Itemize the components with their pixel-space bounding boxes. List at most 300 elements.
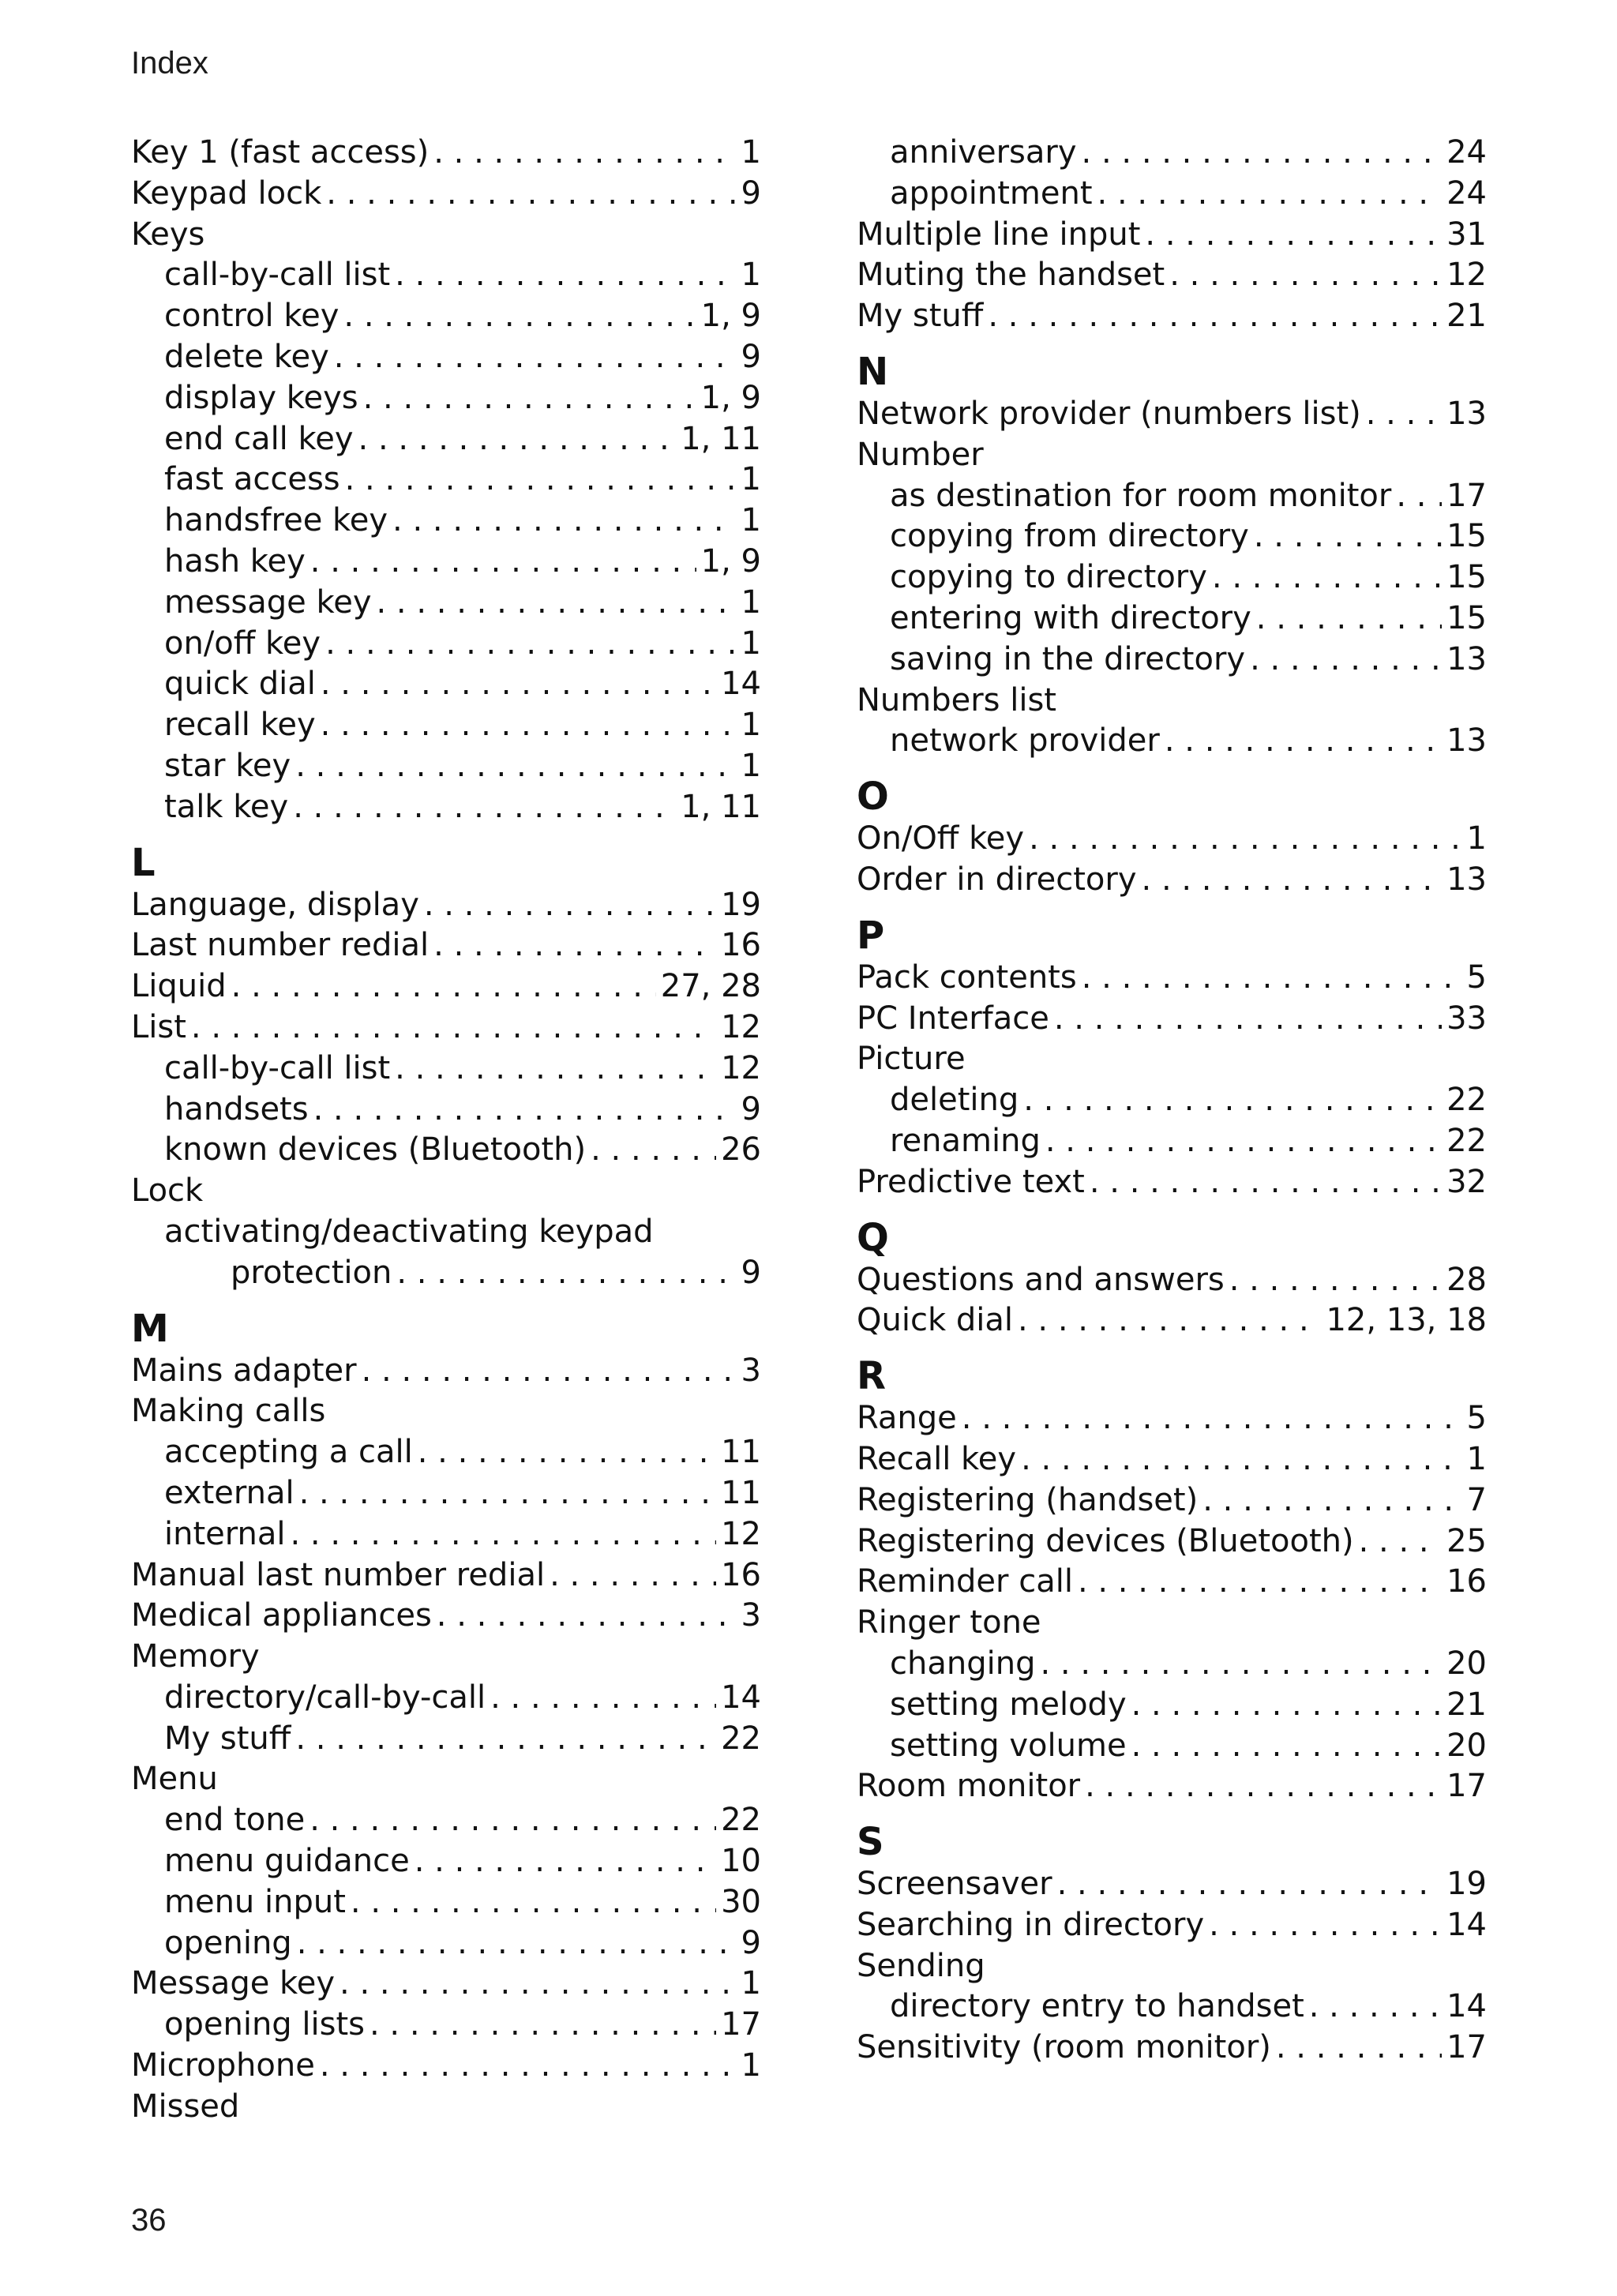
page-reference: 1 bbox=[1466, 820, 1487, 857]
page-reference: 12 bbox=[721, 1515, 761, 1552]
page-reference: 1, 9 bbox=[700, 379, 761, 416]
index-entry bbox=[857, 819, 1487, 860]
index-entry bbox=[131, 133, 761, 174]
page-reference: 15 bbox=[1446, 518, 1487, 555]
index-subentry bbox=[131, 1212, 761, 1253]
index-subentry bbox=[131, 1514, 761, 1555]
index-term: end tone bbox=[164, 1802, 306, 1839]
index-term: Sensitivity (room monitor) bbox=[857, 2029, 1271, 2066]
index-subentry bbox=[131, 1678, 761, 1719]
index-subentry bbox=[131, 1090, 761, 1131]
dot-leader bbox=[321, 664, 716, 705]
page-reference: 14 bbox=[721, 1679, 761, 1716]
page-reference: 25 bbox=[1446, 1522, 1487, 1559]
index-entry bbox=[131, 1391, 761, 1432]
index-entry bbox=[857, 1603, 1487, 1644]
page-reference: 1 bbox=[741, 461, 761, 498]
dot-leader bbox=[396, 1253, 736, 1294]
index-entry bbox=[857, 1905, 1487, 1946]
section-letter: P bbox=[857, 913, 885, 958]
index-term: directory entry to handset bbox=[890, 1988, 1304, 2025]
index-term: call-by-call list bbox=[164, 1049, 391, 1086]
index-subentry bbox=[131, 296, 761, 337]
index-entry bbox=[131, 2087, 761, 2128]
index-term: Room monitor bbox=[857, 1768, 1081, 1805]
index-subentry bbox=[131, 624, 761, 665]
index-term: Muting the handset bbox=[857, 257, 1165, 294]
page-reference: 13 bbox=[1446, 722, 1487, 760]
index-subentry bbox=[857, 133, 1487, 174]
page-reference: 1, 9 bbox=[700, 298, 761, 335]
index-entry bbox=[857, 435, 1487, 476]
index-entry bbox=[857, 1864, 1487, 1905]
index-entry bbox=[857, 1521, 1487, 1563]
index-term: deleting bbox=[890, 1082, 1019, 1119]
index-term: Menu bbox=[131, 1761, 218, 1798]
index-subentry bbox=[131, 787, 761, 828]
index-subentry bbox=[857, 476, 1487, 517]
index-subentry bbox=[857, 721, 1487, 762]
index-entry bbox=[131, 925, 761, 966]
dot-leader bbox=[310, 542, 696, 583]
dot-leader bbox=[1309, 1986, 1442, 2028]
index-subentry bbox=[857, 640, 1487, 681]
index-entry bbox=[131, 1964, 761, 2005]
page-reference: 1 bbox=[741, 583, 761, 621]
index-subentry bbox=[857, 1121, 1487, 1162]
page-reference: 1 bbox=[1466, 1440, 1487, 1477]
index-term: PC Interface bbox=[857, 1000, 1049, 1037]
dot-leader bbox=[362, 1351, 737, 1392]
index-column-right bbox=[857, 133, 1487, 2069]
index-subentry bbox=[857, 174, 1487, 215]
index-subentry bbox=[857, 598, 1487, 640]
index-term: quick dial bbox=[164, 666, 316, 703]
page-reference: 1 bbox=[741, 1965, 761, 2002]
dot-leader bbox=[1040, 1644, 1442, 1685]
dot-leader bbox=[231, 966, 656, 1007]
dot-leader bbox=[550, 1555, 716, 1596]
index-term: renaming bbox=[890, 1122, 1041, 1159]
index-term: My stuff bbox=[164, 1720, 291, 1757]
index-entry bbox=[857, 1039, 1487, 1080]
page-reference: 14 bbox=[721, 666, 761, 703]
index-term: entering with directory bbox=[890, 599, 1251, 636]
index-subentry bbox=[131, 1882, 761, 1923]
index-term: known devices (Bluetooth) bbox=[164, 1131, 587, 1169]
index-subentry bbox=[857, 557, 1487, 598]
dot-leader bbox=[395, 255, 736, 296]
page-reference: 1 bbox=[741, 747, 761, 784]
section-letter: Q bbox=[857, 1215, 889, 1260]
index-term: Predictive text bbox=[857, 1163, 1085, 1200]
dot-leader bbox=[1359, 1521, 1443, 1563]
dot-leader bbox=[293, 787, 676, 828]
page-reference: 13 bbox=[1446, 640, 1487, 677]
page-reference: 1 bbox=[741, 502, 761, 539]
index-term: Making calls bbox=[131, 1393, 326, 1430]
index-subentry bbox=[131, 1841, 761, 1882]
page-reference: 22 bbox=[1446, 1082, 1487, 1119]
index-term: Pack contents bbox=[857, 959, 1077, 996]
index-term: internal bbox=[164, 1515, 286, 1552]
index-subentry bbox=[131, 1253, 761, 1294]
index-term: Reminder call bbox=[857, 1563, 1073, 1600]
index-entry bbox=[131, 966, 761, 1007]
index-entry bbox=[857, 958, 1487, 999]
index-term: Keypad lock bbox=[131, 174, 322, 212]
page-reference: 3 bbox=[741, 1597, 761, 1634]
index-term: Liquid bbox=[131, 968, 227, 1005]
page-reference: 13 bbox=[1446, 861, 1487, 898]
index-subentry bbox=[131, 1049, 761, 1090]
dot-leader bbox=[1165, 721, 1442, 762]
index-subentry bbox=[131, 542, 761, 583]
index-entry bbox=[857, 860, 1487, 901]
index-term: Numbers list bbox=[857, 681, 1056, 718]
page-reference: 21 bbox=[1446, 1686, 1487, 1723]
index-entry bbox=[857, 1480, 1487, 1521]
index-term: network provider bbox=[890, 722, 1160, 760]
page-reference: 9 bbox=[741, 1090, 761, 1127]
index-term: message key bbox=[164, 583, 372, 621]
index-entry bbox=[857, 1439, 1487, 1480]
dot-leader bbox=[1250, 640, 1442, 681]
dot-leader bbox=[345, 460, 737, 501]
index-term: Recall key bbox=[857, 1440, 1017, 1477]
index-subentry bbox=[131, 1130, 761, 1171]
dot-leader bbox=[490, 1678, 716, 1719]
page-reference: 1, 11 bbox=[681, 788, 761, 825]
dot-leader bbox=[1029, 819, 1461, 860]
dot-leader bbox=[418, 1432, 716, 1473]
index-entry bbox=[857, 1260, 1487, 1301]
index-entry bbox=[857, 296, 1487, 337]
index-subentry bbox=[131, 337, 761, 378]
index-term: Keys bbox=[131, 216, 205, 253]
index-term: My stuff bbox=[857, 298, 984, 335]
page-reference: 17 bbox=[721, 2006, 761, 2043]
index-term: Microphone bbox=[131, 2047, 315, 2084]
index-subentry bbox=[131, 255, 761, 296]
index-term: Manual last number redial bbox=[131, 1556, 546, 1593]
index-term: Ringer tone bbox=[857, 1604, 1041, 1641]
page-reference: 24 bbox=[1446, 134, 1487, 171]
index-term: Key 1 (fast access) bbox=[131, 134, 430, 171]
dot-leader bbox=[1254, 516, 1442, 557]
page-reference: 24 bbox=[1446, 174, 1487, 212]
index-term: hash key bbox=[164, 542, 306, 580]
index-term: Range bbox=[857, 1400, 957, 1437]
page-reference: 14 bbox=[1446, 1988, 1487, 2025]
dot-leader bbox=[1054, 999, 1442, 1040]
index-entry bbox=[857, 1162, 1487, 1203]
index-term: control key bbox=[164, 298, 340, 335]
index-subentry bbox=[131, 419, 761, 460]
dot-leader bbox=[424, 885, 716, 926]
page-reference: 5 bbox=[1466, 1400, 1487, 1437]
page-number: 36 bbox=[131, 2203, 167, 2238]
page-reference: 9 bbox=[741, 1924, 761, 1961]
page-reference: 27, 28 bbox=[660, 968, 761, 1005]
index-entry bbox=[131, 215, 761, 256]
index-subentry bbox=[857, 1685, 1487, 1726]
index-term: star key bbox=[164, 747, 291, 784]
dot-leader bbox=[1082, 133, 1443, 174]
dot-leader bbox=[351, 1882, 716, 1923]
index-term: Questions and answers bbox=[857, 1261, 1225, 1298]
index-subentry bbox=[131, 501, 761, 542]
dot-leader bbox=[1045, 1121, 1442, 1162]
page-reference: 31 bbox=[1446, 216, 1487, 253]
page-reference: 11 bbox=[721, 1434, 761, 1471]
section-letter: N bbox=[857, 349, 889, 394]
index-entry bbox=[857, 1300, 1487, 1341]
page-reference: 1 bbox=[741, 134, 761, 171]
index-term: opening lists bbox=[164, 2006, 365, 2043]
page-reference: 28 bbox=[1446, 1261, 1487, 1298]
page-reference: 22 bbox=[721, 1802, 761, 1839]
index-subentry bbox=[131, 705, 761, 746]
index-entry bbox=[131, 174, 761, 215]
index-term: Network provider (numbers list) bbox=[857, 395, 1361, 432]
index-subentry bbox=[131, 1473, 761, 1514]
index-term: handsfree key bbox=[164, 502, 388, 539]
index-entry bbox=[857, 999, 1487, 1040]
section-letter: R bbox=[857, 1354, 886, 1399]
index-subentry bbox=[131, 2005, 761, 2046]
index-term: Lock bbox=[131, 1172, 204, 1210]
page-reference: 7 bbox=[1466, 1481, 1487, 1518]
dot-leader bbox=[1276, 2028, 1442, 2069]
dot-leader bbox=[295, 1719, 716, 1760]
index-term: Last number redial bbox=[131, 927, 430, 964]
dot-leader bbox=[437, 1596, 737, 1637]
dot-leader bbox=[1145, 215, 1442, 256]
dot-leader bbox=[988, 296, 1442, 337]
index-entry bbox=[131, 1555, 761, 1596]
index-subentry bbox=[131, 460, 761, 501]
index-term: Registering devices (Bluetooth) bbox=[857, 1522, 1354, 1559]
index-term: List bbox=[131, 1008, 186, 1045]
index-term: as destination for room monitor bbox=[890, 477, 1392, 514]
dot-leader bbox=[1085, 1766, 1442, 1807]
index-term: fast access bbox=[164, 461, 340, 498]
dot-leader bbox=[392, 501, 737, 542]
index-entry bbox=[131, 1007, 761, 1049]
index-term: Searching in directory bbox=[857, 1906, 1205, 1943]
index-term: Picture bbox=[857, 1041, 966, 1078]
dot-leader bbox=[299, 1473, 717, 1514]
page-reference: 19 bbox=[721, 886, 761, 923]
dot-leader bbox=[297, 1923, 737, 1964]
page-reference: 17 bbox=[1446, 2029, 1487, 2066]
dot-leader bbox=[1097, 174, 1443, 215]
page-reference: 16 bbox=[1446, 1563, 1487, 1600]
page-reference: 12 bbox=[721, 1008, 761, 1045]
index-entry bbox=[131, 1171, 761, 1212]
index-term: Screensaver bbox=[857, 1866, 1052, 1903]
dot-leader bbox=[340, 1964, 737, 2005]
index-subentry bbox=[131, 1923, 761, 1964]
index-term: Multiple line input bbox=[857, 216, 1141, 253]
index-entry bbox=[857, 1562, 1487, 1603]
index-column-left bbox=[131, 133, 761, 2128]
page-reference: 9 bbox=[741, 338, 761, 375]
dot-leader bbox=[1131, 1726, 1443, 1767]
page-reference: 10 bbox=[721, 1843, 761, 1880]
index-subentry bbox=[857, 1080, 1487, 1121]
page-header: Index bbox=[131, 46, 208, 81]
dot-leader bbox=[433, 133, 736, 174]
index-entry bbox=[131, 885, 761, 926]
index-term: Memory bbox=[131, 1638, 260, 1675]
index-entry bbox=[131, 1596, 761, 1637]
index-term: Order in directory bbox=[857, 861, 1137, 898]
index-term: Registering (handset) bbox=[857, 1481, 1199, 1518]
dot-leader bbox=[310, 1800, 716, 1841]
index-entry bbox=[857, 1946, 1487, 1987]
page-reference: 12 bbox=[1446, 257, 1487, 294]
dot-leader bbox=[1082, 958, 1462, 999]
page-reference: 19 bbox=[1446, 1866, 1487, 1903]
index-entry bbox=[857, 394, 1487, 435]
dot-leader bbox=[1021, 1439, 1461, 1480]
dot-leader bbox=[326, 174, 736, 215]
dot-leader bbox=[1396, 476, 1442, 517]
index-term: accepting a call bbox=[164, 1434, 413, 1471]
index-term: saving in the directory bbox=[890, 640, 1246, 677]
index-term: appointment bbox=[890, 174, 1093, 212]
index-subentry bbox=[131, 1719, 761, 1760]
index-term: setting melody bbox=[890, 1686, 1127, 1723]
dot-leader bbox=[1057, 1864, 1442, 1905]
section-letter: L bbox=[131, 840, 156, 885]
page-reference: 32 bbox=[1446, 1163, 1487, 1200]
index-term: changing bbox=[890, 1645, 1036, 1682]
page-reference: 12 bbox=[721, 1049, 761, 1086]
dot-leader bbox=[1366, 394, 1442, 435]
index-subentry bbox=[131, 1432, 761, 1473]
page-reference: 9 bbox=[741, 1254, 761, 1291]
index-term: directory/call-by-call bbox=[164, 1679, 486, 1716]
page-reference: 1 bbox=[741, 257, 761, 294]
dot-leader bbox=[370, 2005, 716, 2046]
index-subentry bbox=[857, 1644, 1487, 1685]
index-term: Mains adapter bbox=[131, 1352, 357, 1389]
dot-leader bbox=[295, 746, 736, 787]
dot-leader bbox=[191, 1007, 716, 1049]
index-term: end call key bbox=[164, 420, 354, 457]
section-letter: S bbox=[857, 1820, 884, 1865]
index-entry bbox=[131, 1351, 761, 1392]
index-entry bbox=[857, 2028, 1487, 2069]
page-reference: 22 bbox=[1446, 1122, 1487, 1159]
index-term: Missed bbox=[131, 2088, 240, 2125]
dot-leader bbox=[320, 2046, 737, 2087]
page-reference: 1 bbox=[741, 625, 761, 662]
index-entry bbox=[131, 2046, 761, 2087]
page-reference: 15 bbox=[1446, 559, 1487, 596]
index-entry bbox=[857, 1398, 1487, 1439]
page-reference: 13 bbox=[1446, 395, 1487, 432]
dot-leader bbox=[395, 1049, 716, 1090]
index-term: protection bbox=[231, 1254, 392, 1291]
index-term: external bbox=[164, 1474, 295, 1511]
index-term: Message key bbox=[131, 1965, 336, 2002]
index-term: recall key bbox=[164, 707, 316, 744]
index-term: menu guidance bbox=[164, 1843, 410, 1880]
page-reference: 16 bbox=[721, 1556, 761, 1593]
page-reference: 17 bbox=[1446, 1768, 1487, 1805]
dot-leader bbox=[358, 419, 677, 460]
index-term: anniversary bbox=[890, 134, 1077, 171]
index-term: handsets bbox=[164, 1090, 309, 1127]
index-entry bbox=[857, 215, 1487, 256]
page-reference: 30 bbox=[721, 1883, 761, 1920]
index-term: Language, display bbox=[131, 886, 419, 923]
index-entry bbox=[857, 1766, 1487, 1807]
index-term: Sending bbox=[857, 1947, 985, 1984]
dot-leader bbox=[1142, 860, 1443, 901]
index-entry bbox=[857, 681, 1487, 722]
dot-leader bbox=[343, 296, 696, 337]
index-subentry bbox=[857, 1986, 1487, 2028]
dot-leader bbox=[962, 1398, 1462, 1439]
page-reference: 21 bbox=[1446, 298, 1487, 335]
index-term: On/Off key bbox=[857, 820, 1025, 857]
dot-leader bbox=[325, 624, 736, 665]
dot-leader bbox=[1023, 1080, 1442, 1121]
dot-leader bbox=[1169, 255, 1442, 296]
index-term: Medical appliances bbox=[131, 1597, 432, 1634]
index-term: menu input bbox=[164, 1883, 346, 1920]
dot-leader bbox=[1212, 557, 1442, 598]
dot-leader bbox=[1202, 1480, 1461, 1521]
page-reference: 5 bbox=[1466, 959, 1487, 996]
dot-leader bbox=[1229, 1260, 1442, 1301]
index-term: copying to directory bbox=[890, 559, 1207, 596]
index-entry bbox=[131, 1637, 761, 1678]
page-reference: 20 bbox=[1446, 1727, 1487, 1764]
index-term: display keys bbox=[164, 379, 358, 416]
index-entry bbox=[131, 1759, 761, 1800]
index-term: activating/deactivating keypad bbox=[164, 1213, 654, 1250]
index-term: talk key bbox=[164, 788, 289, 825]
page-reference: 1 bbox=[741, 707, 761, 744]
index-term: opening bbox=[164, 1924, 292, 1961]
dot-leader bbox=[1090, 1162, 1442, 1203]
page-reference: 1 bbox=[741, 2047, 761, 2084]
index-subentry bbox=[131, 378, 761, 419]
dot-leader bbox=[334, 337, 737, 378]
index-term: call-by-call list bbox=[164, 257, 391, 294]
index-subentry bbox=[857, 516, 1487, 557]
index-term: setting volume bbox=[890, 1727, 1127, 1764]
page-reference: 26 bbox=[721, 1131, 761, 1169]
page-reference: 15 bbox=[1446, 599, 1487, 636]
page-reference: 1, 9 bbox=[700, 542, 761, 580]
dot-leader bbox=[363, 378, 696, 419]
index-subentry bbox=[857, 1726, 1487, 1767]
page-reference: 1, 11 bbox=[681, 420, 761, 457]
dot-leader bbox=[313, 1090, 737, 1131]
page-reference: 17 bbox=[1446, 477, 1487, 514]
index-term: copying from directory bbox=[890, 518, 1249, 555]
dot-leader bbox=[1131, 1685, 1442, 1726]
page-reference: 12, 13, 18 bbox=[1326, 1302, 1487, 1339]
dot-leader bbox=[1018, 1300, 1321, 1341]
